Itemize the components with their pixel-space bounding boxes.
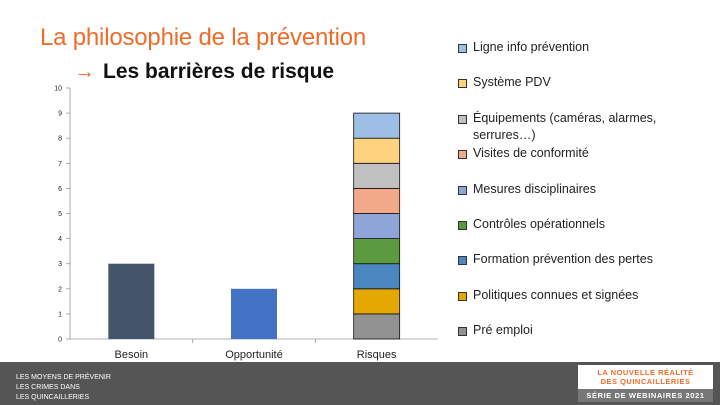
bar-besoin (108, 264, 154, 339)
footer-line: LES CRIMES DANS (16, 384, 80, 391)
y-tick-label: 9 (58, 110, 62, 118)
footer-logo (578, 365, 713, 402)
chart-legend (458, 36, 708, 351)
legend-swatch (458, 221, 467, 230)
legend-item (458, 39, 708, 56)
legend-label: Système PDV (473, 75, 551, 90)
legend-item (458, 251, 708, 268)
y-tick-label: 1 (58, 311, 62, 319)
stacked-segment (354, 314, 400, 339)
footer-line: LES MOYENS DE PRÉVENIR (16, 374, 111, 381)
legend-item (458, 216, 708, 233)
stacked-segment (354, 239, 400, 264)
footer-logo-line: DES QUINCAILLERIES (600, 377, 691, 386)
legend-item (458, 322, 708, 339)
y-tick-label: 0 (58, 336, 62, 344)
y-tick-label: 2 (58, 286, 62, 294)
legend-item (458, 145, 708, 162)
y-tick-label: 5 (58, 211, 62, 218)
legend-swatch (458, 115, 467, 124)
stacked-segment (354, 264, 400, 289)
legend-swatch (458, 256, 467, 265)
legend-swatch (458, 186, 467, 195)
legend-swatch (458, 327, 467, 336)
stacked-segment (354, 188, 400, 213)
y-tick-label: 4 (58, 236, 62, 244)
legend-swatch (458, 292, 467, 301)
legend-item (458, 110, 708, 144)
legend-swatch (458, 150, 467, 159)
legend-swatch (458, 79, 467, 88)
footer-logo-line: LA NOUVELLE RÉALITÉ (597, 368, 694, 377)
stacked-segment (354, 113, 400, 138)
legend-item (458, 287, 708, 304)
y-tick-label: 6 (58, 185, 62, 193)
legend-label: Politiques connues et signées (473, 287, 639, 302)
x-tick-label: Besoin (114, 349, 149, 361)
stacked-segment (354, 138, 400, 163)
y-tick-label: 7 (58, 160, 62, 168)
subtitle-text: Les barrières de risque (103, 60, 335, 83)
legend-label: Équipements (caméras, alarmes, serrures…) (473, 110, 657, 142)
legend-label: Ligne info prévention (473, 40, 590, 54)
legend-label: Visites de conformité (473, 146, 589, 161)
legend-item (458, 74, 708, 91)
footer-logo-title (578, 365, 713, 389)
footer-webinar-series: SÉRIE DE WEBINAIRES 2021 (578, 389, 713, 402)
legend-label: Formation prévention des pertes (473, 252, 653, 267)
y-tick-label: 3 (58, 261, 62, 269)
legend-label: Mesures disciplinaires (473, 181, 596, 196)
legend-label: Pré emploi (473, 323, 533, 338)
legend-swatch (458, 44, 467, 53)
stacked-segment (354, 163, 400, 188)
x-tick-label: Opportunité (225, 349, 283, 361)
footer-program-title (16, 373, 111, 403)
y-tick-label: 10 (54, 85, 62, 93)
slide-title: La philosophie de la prévention (40, 24, 367, 51)
stacked-segment (354, 289, 400, 314)
bar-opportunité (231, 289, 277, 339)
legend-label: Contrôles opérationnels (473, 217, 606, 231)
arrow-right-icon: → (74, 60, 95, 83)
x-tick-label: Risques (356, 349, 397, 361)
stacked-segment (354, 214, 400, 239)
legend-item (458, 181, 708, 198)
footer-line: LES QUINCAILLERIES (16, 394, 90, 401)
y-tick-label: 8 (58, 135, 62, 143)
